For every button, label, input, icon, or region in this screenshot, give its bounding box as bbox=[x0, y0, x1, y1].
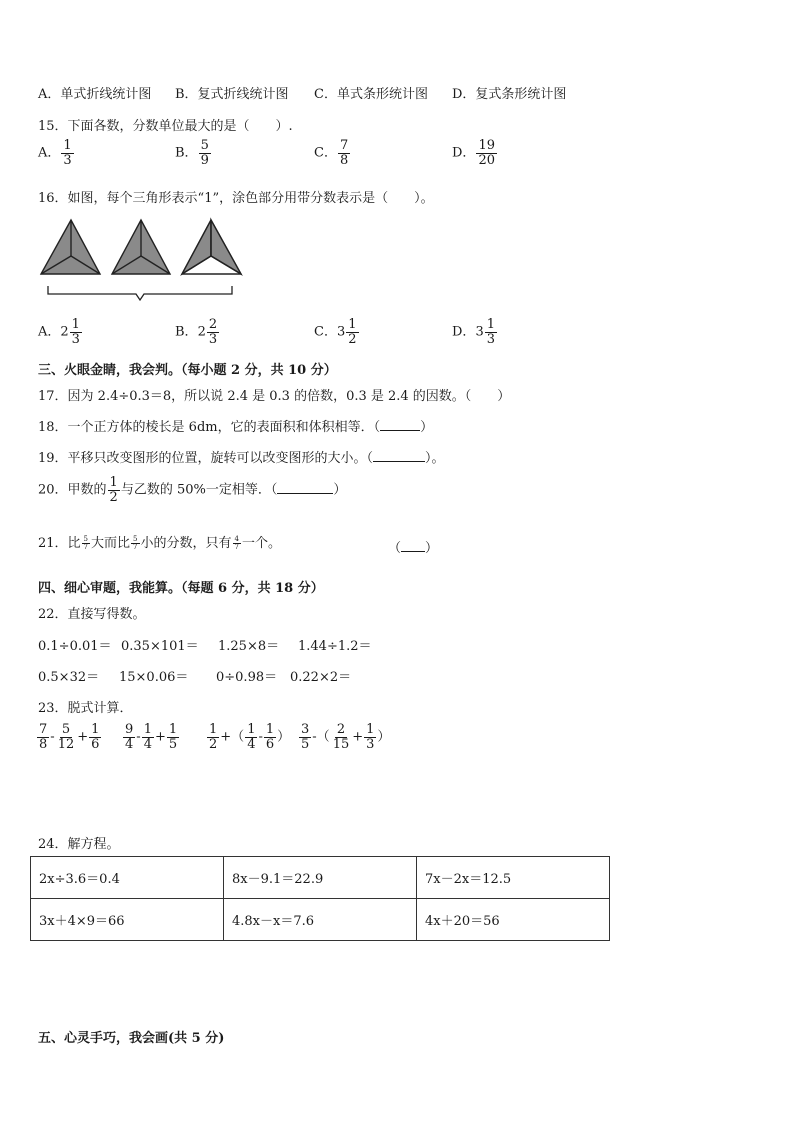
q20: 20．甲数的 $\frac{1}{2}$ 与乙数的 50%一定相等．（ ） bbox=[38, 475, 347, 505]
section-3-heading: 三、火眼金睛，我会判。（每小题 2 分，共 10 分） bbox=[38, 363, 337, 378]
q15-option-b: B． $\frac{5}{9}$ bbox=[175, 138, 209, 168]
q16-triangle-figure bbox=[36, 212, 246, 308]
equation-cell[interactable]: 4x＋20＝56 bbox=[417, 899, 610, 941]
equation-cell[interactable]: 7x－2x＝12.5 bbox=[417, 857, 610, 899]
q16-stem: 16．如图，每个三角形表示“1”，涂色部分用带分数表示是（ ）。 bbox=[38, 191, 434, 206]
q18: 18．一个正方体的棱长是 6dm，它的表面积和体积相等．（ ） bbox=[38, 420, 434, 435]
q14-option-a: A．单式折线统计图 bbox=[38, 87, 152, 102]
equation-cell[interactable]: 8x－9.1＝22.9 bbox=[224, 857, 417, 899]
calc-item: 1.44÷1.2＝ bbox=[298, 639, 372, 654]
q14-option-b: B．复式折线统计图 bbox=[175, 87, 289, 102]
q23-expr-3: $\frac{1}{2}$ +（ $\frac{1}{4}$ - $\frac{1}{6}$ ） bbox=[209, 722, 291, 752]
q23-expr-1: $\frac{7}{8}$ - $\frac{5}{12}$ + $\frac{1}{6}$ bbox=[39, 722, 100, 752]
answer-blank[interactable] bbox=[401, 539, 425, 552]
calc-item: 0.35×101＝ bbox=[121, 639, 199, 654]
q21-answer: （ ） bbox=[388, 541, 439, 556]
q17: 17．因为 2.4÷0.3＝8，所以说 2.4 是 0.3 的倍数，0.3 是 2.4 的因数。（ ） bbox=[38, 389, 511, 404]
q14-option-d: D．复式条形统计图 bbox=[452, 87, 567, 102]
triangle-1-full bbox=[41, 220, 100, 274]
q15-option-d: D． $\frac{19}{20}$ bbox=[452, 138, 495, 168]
triangle-2-full bbox=[112, 220, 170, 274]
table-row bbox=[31, 857, 610, 899]
q24: 24．解方程。 bbox=[38, 837, 120, 852]
q14-option-c: C．单式条形统计图 bbox=[314, 87, 428, 102]
section-4-heading: 四、细心审题，我能算。（每题 6 分，共 18 分） bbox=[38, 581, 324, 596]
q16-option-d: D．3 $\frac{1}{3}$ bbox=[452, 317, 495, 347]
calc-item: 0÷0.98＝ bbox=[216, 670, 278, 685]
equation-cell[interactable]: 4.8x－x＝7.6 bbox=[224, 899, 417, 941]
calc-item: 0.1÷0.01＝ bbox=[38, 639, 112, 654]
table-row bbox=[31, 899, 610, 941]
equation-cell[interactable]: 2x÷3.6＝0.4 bbox=[31, 857, 224, 899]
equation-table bbox=[30, 856, 610, 941]
q19: 19．平移只改变图形的位置，旋转可以改变图形的大小。（ ）。 bbox=[38, 451, 445, 466]
calc-item: 1.25×8＝ bbox=[218, 639, 280, 654]
calc-item: 0.5×32＝ bbox=[38, 670, 100, 685]
calc-item: 0.22×2＝ bbox=[290, 670, 352, 685]
q16-option-b: B．2 $\frac{2}{3}$ bbox=[175, 317, 218, 347]
triangle-3-partial bbox=[182, 220, 241, 274]
q16-option-c: C．3 $\frac{1}{2}$ bbox=[314, 317, 357, 347]
q23-expr-2: $\frac{9}{4}$ - $\frac{1}{4}$ + $\frac{1}{5}$ bbox=[125, 722, 178, 752]
answer-blank[interactable] bbox=[373, 449, 425, 462]
q21: 21．比 $\frac{5}{7}$ 大而比 $\frac{5}{7}$ 小的分数，只有 $\frac{4}{7}$ 一个。 bbox=[38, 534, 281, 551]
q15-stem: 15．下面各数，分数单位最大的是（ ）. bbox=[38, 119, 293, 134]
q15-option-c: C． $\frac{7}{8}$ bbox=[314, 138, 349, 168]
calc-item: 15×0.06＝ bbox=[119, 670, 189, 685]
answer-blank[interactable] bbox=[277, 481, 333, 494]
q15-option-a: A． $\frac{1}{3}$ bbox=[38, 138, 72, 168]
brace bbox=[48, 286, 232, 300]
equation-cell[interactable]: 3x＋4×9＝66 bbox=[31, 899, 224, 941]
section-5-heading: 五、心灵手巧，我会画(共 5 分) bbox=[38, 1031, 225, 1046]
q22: 22．直接写得数。 bbox=[38, 607, 146, 622]
q23: 23．脱式计算． bbox=[38, 701, 133, 716]
q23-expr-4: $\frac{3}{5}$ -（ $\frac{2}{15}$ + $\frac{1}{3}$ ） bbox=[301, 722, 391, 752]
answer-blank[interactable] bbox=[380, 418, 420, 431]
q16-option-a: A．2 $\frac{1}{3}$ bbox=[38, 317, 80, 347]
